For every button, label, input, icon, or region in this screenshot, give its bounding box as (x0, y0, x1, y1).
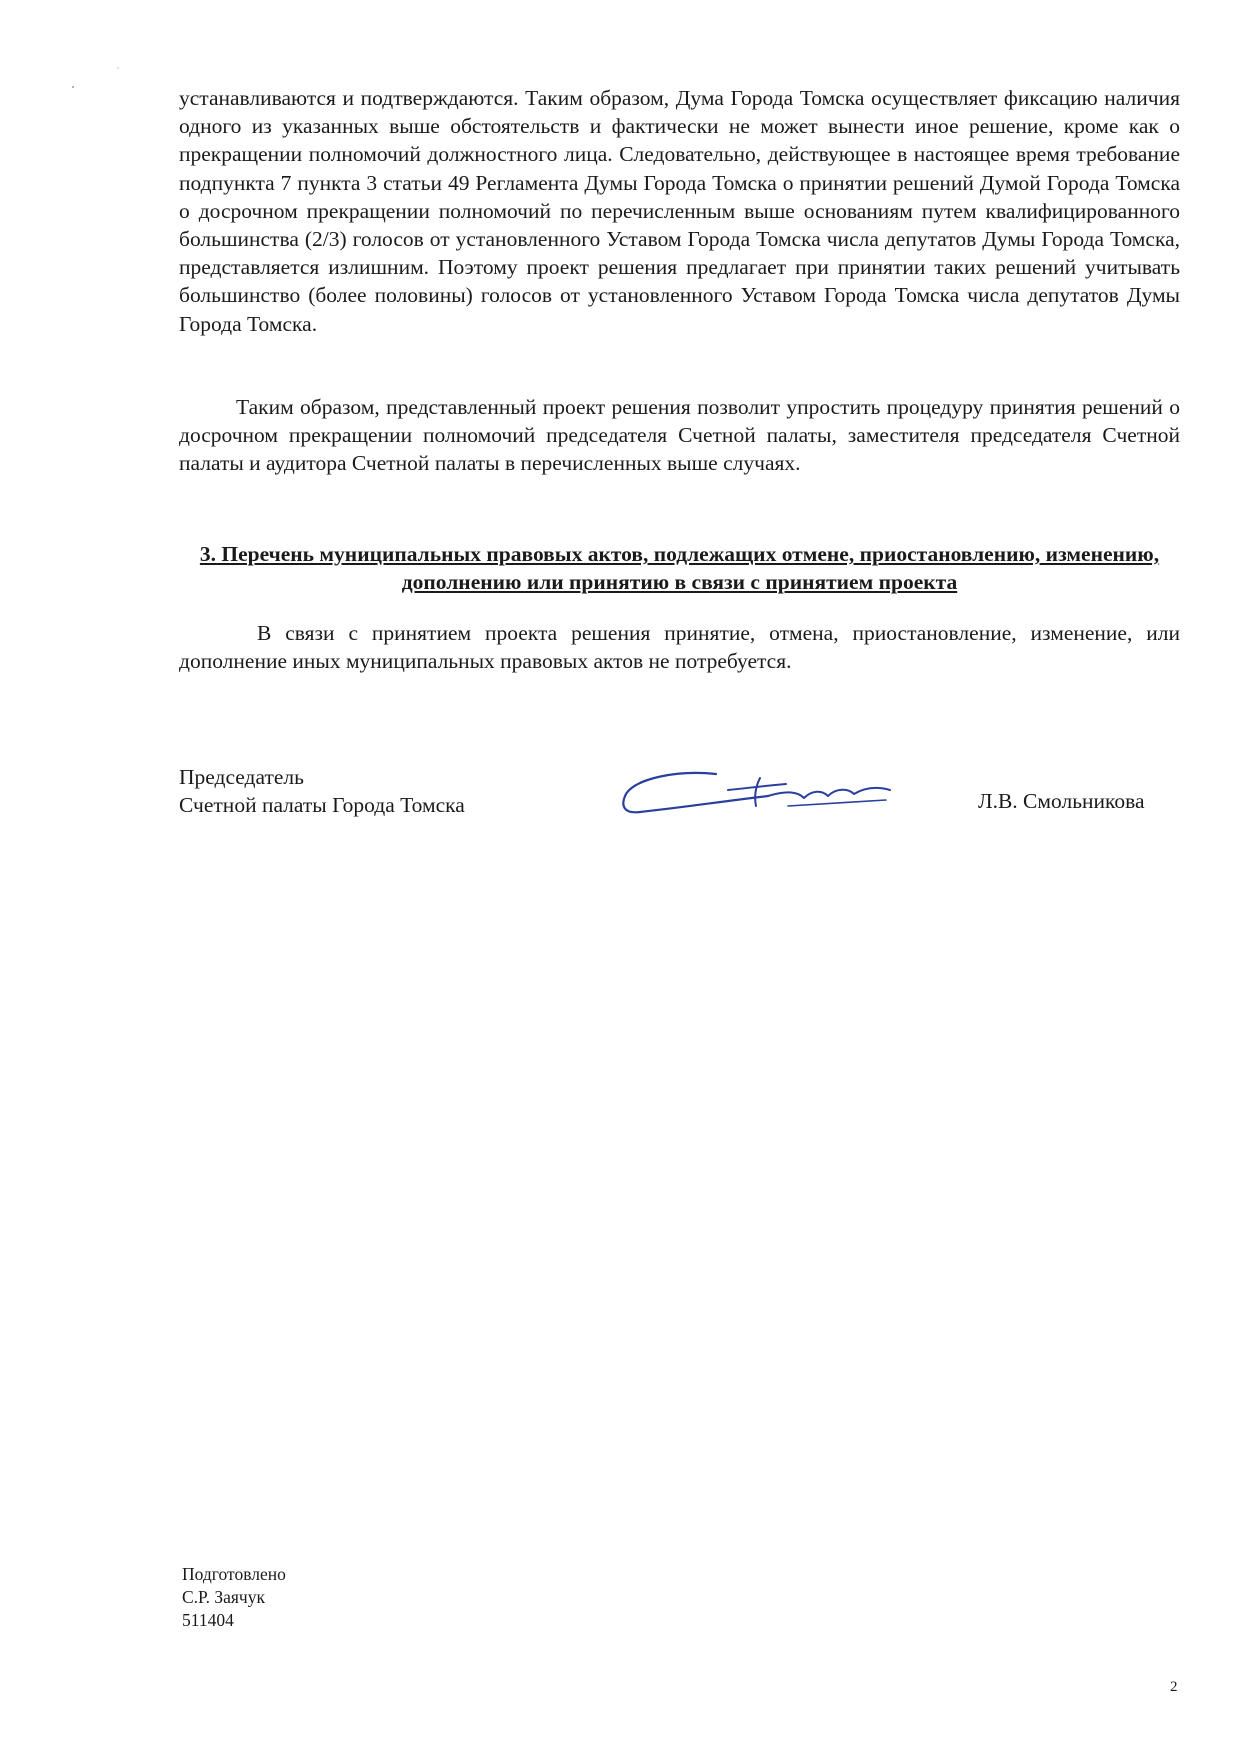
signatory-title-line-2: Счетной палаты Города Томска (179, 793, 465, 817)
signature-downstroke (755, 778, 760, 806)
signature-loop (623, 773, 768, 812)
paragraph-3: В связи с принятием проекта решения принятие, отмена, приостановление, изменение, или дополнение иных муниципальных правовых актов не потребуется. (179, 621, 1180, 674)
prepared-by-name: С.Р. Заячук (182, 1587, 265, 1607)
signatory-title (179, 763, 465, 819)
prepared-by-phone: 511404 (182, 1610, 234, 1630)
signature-flourish (768, 788, 890, 798)
signatory-name: Л.В. Смольникова (978, 789, 1145, 813)
signature-underline (788, 800, 886, 806)
section-heading: 3. Перечень муниципальных правовых актов, подлежащих отмене, приостановлению, изменению, дополнению или принятию в связи с принятием проекта (199, 542, 1160, 594)
page-number: 2 (1170, 1679, 1178, 1695)
paragraph-2: Таким образом, представленный проект решения позволит упростить процедуру принятия решений о досрочном прекращении полномочий председателя Счетной палаты, заместителя председателя Счетной палаты и аудитора Счетной палаты в перечисленных выше случаях. (179, 395, 1180, 476)
signatory-title-line-1: Председатель (179, 765, 304, 789)
scan-specks (70, 66, 130, 106)
handwritten-signature (618, 760, 918, 830)
prepared-by-label: Подготовлено (182, 1564, 286, 1584)
paragraph-1: устанавливаются и подтверждаются. Таким образом, Дума Города Томска осуществляет фиксацию наличия одного из указанных выше обстоятельств и фактически не может вынести иное решение, кроме как о прекращении полномочий должностного лица. Следовательно, действующее в настоящее время требование подпункта 7 пункта 3 статьи 49 Регламента Думы Города Томска о принятии решений Думой Города Томска о досрочном прекращении полномочий по перечисленным выше основаниям путем квалифицированного большинства (2/3) голосов от установленного Уставом Города Томска числа депутатов Думы Города Томска, представляется излишним. Поэтому проект решения предлагает при принятии таких решений учитывать большинство (более половины) голосов от установленного Уставом Города Томска числа депутатов Думы Города Томска. (179, 86, 1180, 336)
prepared-by (182, 1563, 286, 1632)
